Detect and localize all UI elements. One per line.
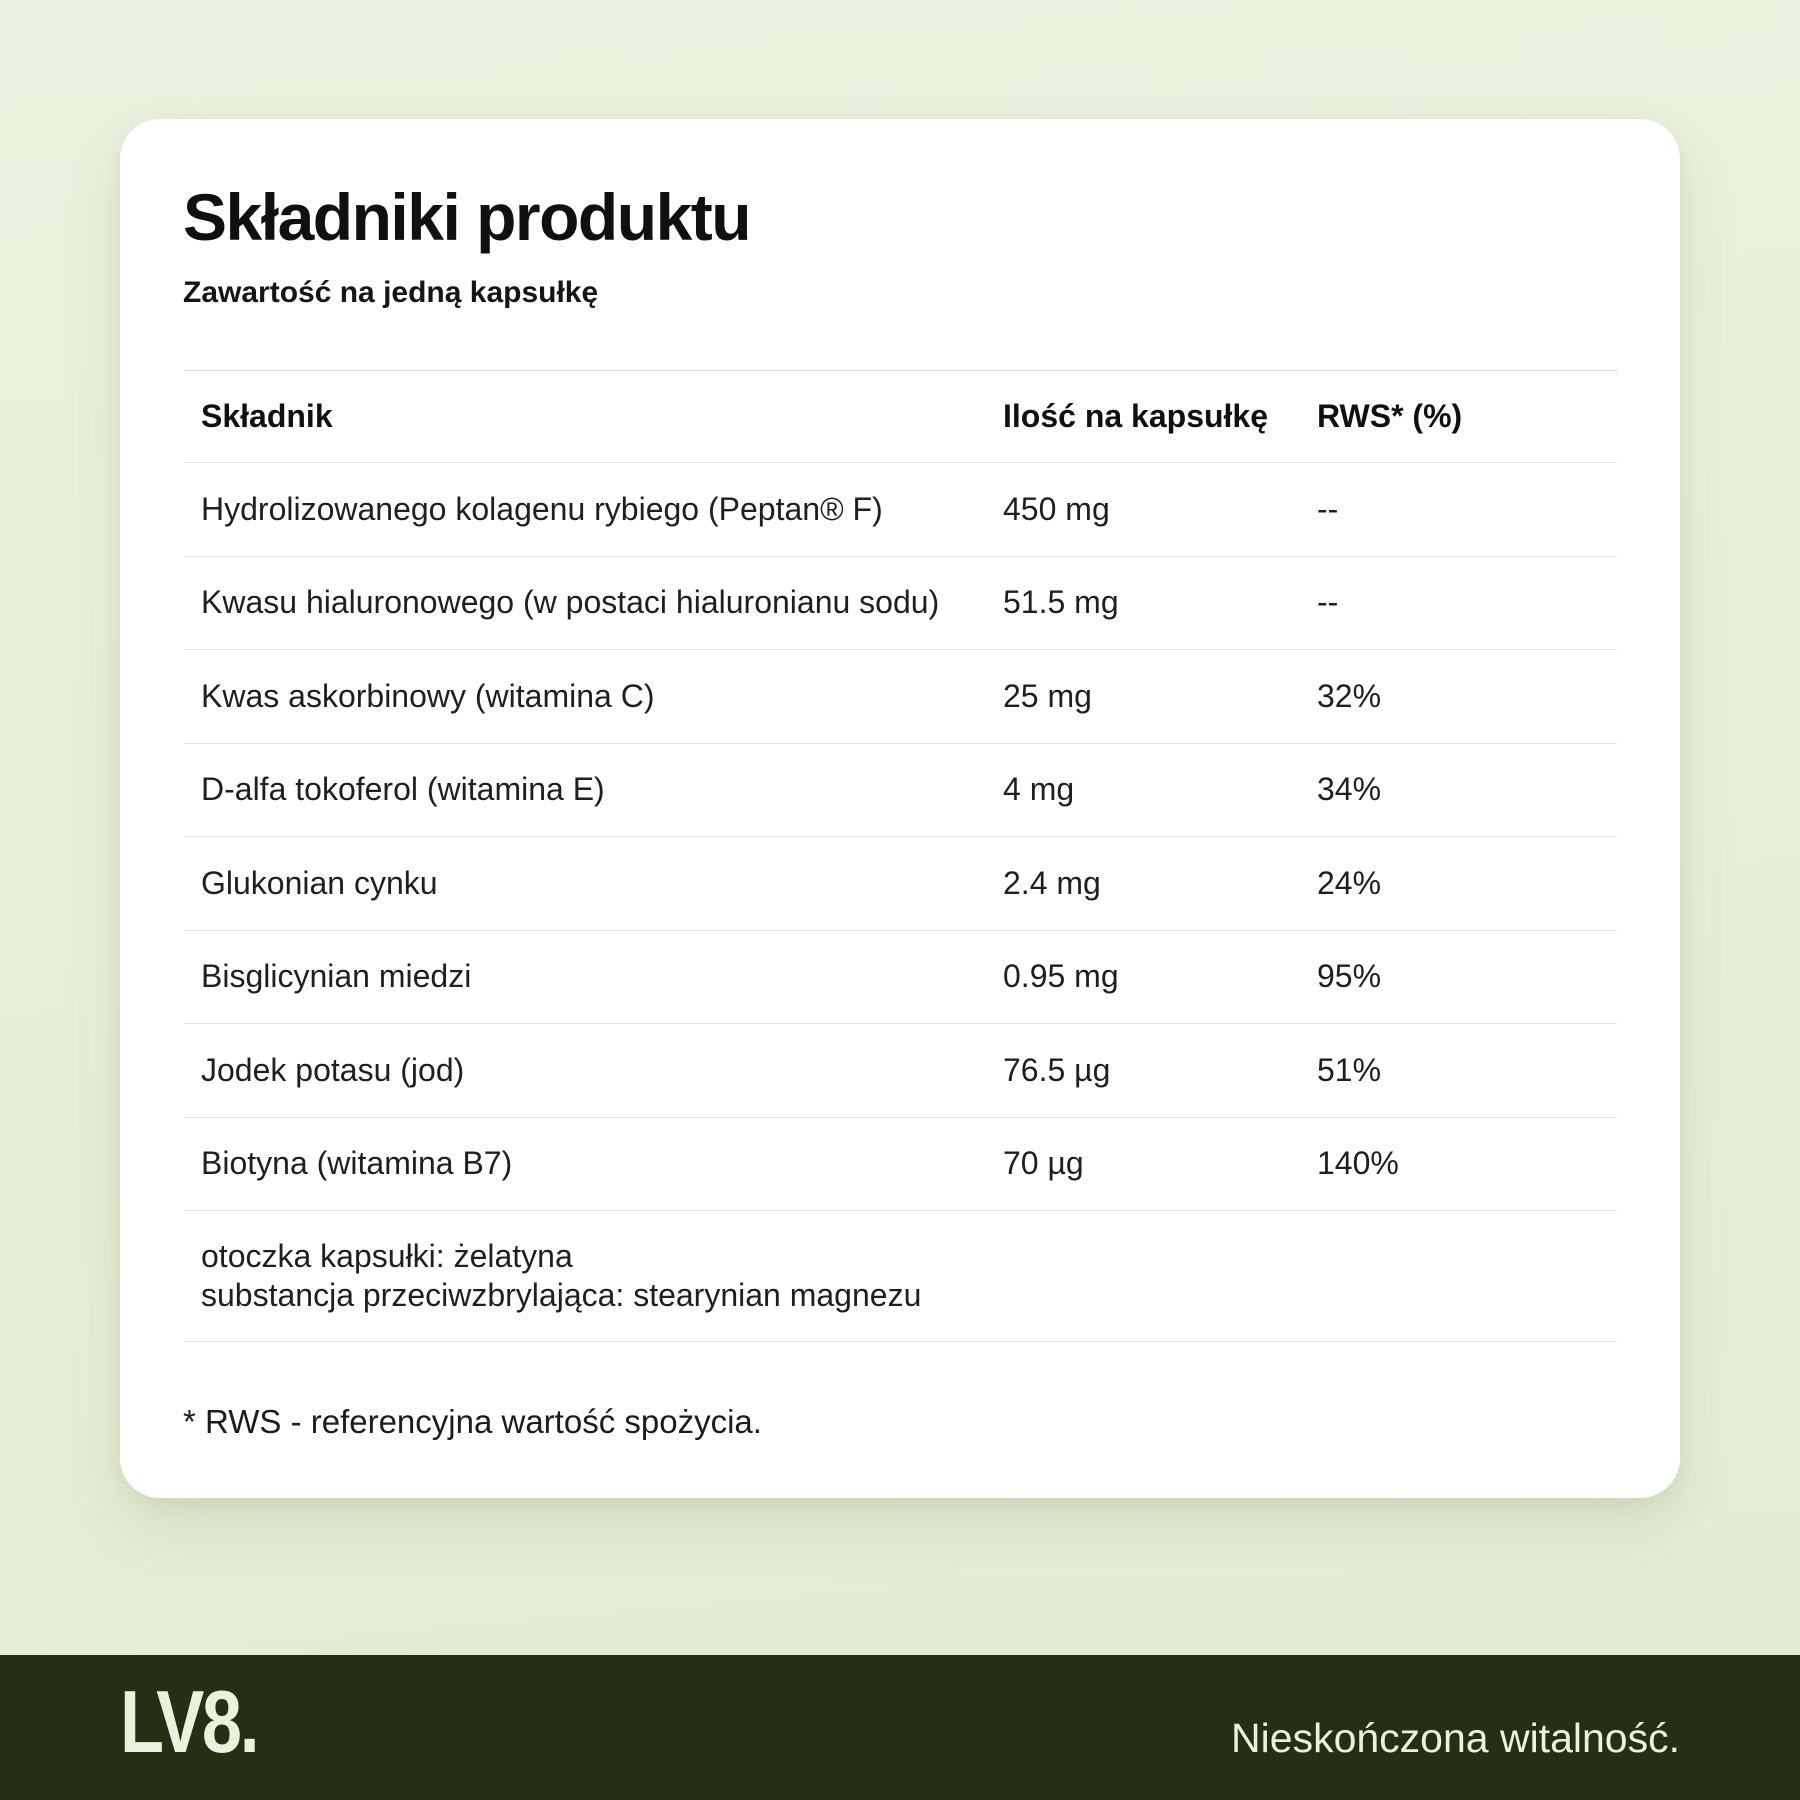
- table-row: [184, 1118, 1617, 1212]
- ingredient-name: Glukonian cynku: [201, 864, 438, 901]
- ingredient-name: Kwasu hialuronowego (w postaci hialuronianu sodu): [201, 584, 940, 621]
- ingredient-amount: 76.5 µg: [1003, 1051, 1111, 1088]
- header-rws: RWS* (%): [1317, 398, 1463, 434]
- ingredient-rws: 95%: [1317, 958, 1382, 995]
- ingredient-name: Hydrolizowanego kolagenu rybiego (Peptan® F): [201, 490, 883, 527]
- ingredient-amount: 25 mg: [1003, 677, 1092, 714]
- ingredient-amount: 70 µg: [1003, 1145, 1084, 1182]
- table-row: [184, 650, 1617, 744]
- ingredients-table: [184, 370, 1617, 1342]
- ingredient-name: Biotyna (witamina B7): [201, 1145, 513, 1182]
- page-subtitle: Zawartość na jedną kapsułkę: [183, 276, 599, 309]
- header-ingredient: Składnik: [201, 398, 333, 434]
- page-title: Składniki produktu: [183, 180, 751, 254]
- ingredient-name: Bisglicynian miedzi: [201, 958, 472, 995]
- table-header-row: [184, 371, 1617, 463]
- ingredient-amount: 51.5 mg: [1003, 584, 1119, 621]
- ingredient-name: D-alfa tokoferol (witamina E): [201, 771, 605, 808]
- ingredient-rws: 24%: [1317, 864, 1382, 901]
- brand-bar: [0, 1655, 1800, 1800]
- table-row: [184, 744, 1617, 838]
- ingredient-rws: 32%: [1317, 677, 1382, 714]
- ingredient-name: Kwas askorbinowy (witamina C): [201, 677, 655, 714]
- table-row: [184, 837, 1617, 931]
- ingredient-rws: 51%: [1317, 1051, 1382, 1088]
- capsule-shell-note: otoczka kapsułki: żelatyna: [201, 1238, 573, 1274]
- ingredient-rws: 140%: [1317, 1145, 1399, 1182]
- brand-logo: LV8.: [120, 1672, 258, 1771]
- ingredient-amount: 0.95 mg: [1003, 958, 1119, 995]
- table-footer-note: [184, 1211, 1617, 1342]
- ingredient-amount: 4 mg: [1003, 771, 1075, 808]
- ingredient-amount: 2.4 mg: [1003, 864, 1101, 901]
- table-row: [184, 557, 1617, 651]
- rws-footnote: * RWS - referencyjna wartość spożycia.: [183, 1403, 762, 1440]
- ingredient-name: Jodek potasu (jod): [201, 1051, 465, 1088]
- header-amount: Ilość na kapsułkę: [1003, 398, 1269, 434]
- ingredient-rws: --: [1317, 584, 1339, 621]
- ingredient-rws: --: [1317, 490, 1339, 527]
- ingredients-card: [120, 119, 1680, 1498]
- brand-tagline: Nieskończona witalność.: [1231, 1715, 1680, 1761]
- table-row: [184, 931, 1617, 1025]
- anticaking-note: substancja przeciwzbrylająca: stearynian magnezu: [201, 1277, 922, 1313]
- table-row: [184, 463, 1617, 557]
- table-row: [184, 1024, 1617, 1118]
- ingredient-rws: 34%: [1317, 771, 1382, 808]
- ingredient-amount: 450 mg: [1003, 490, 1110, 527]
